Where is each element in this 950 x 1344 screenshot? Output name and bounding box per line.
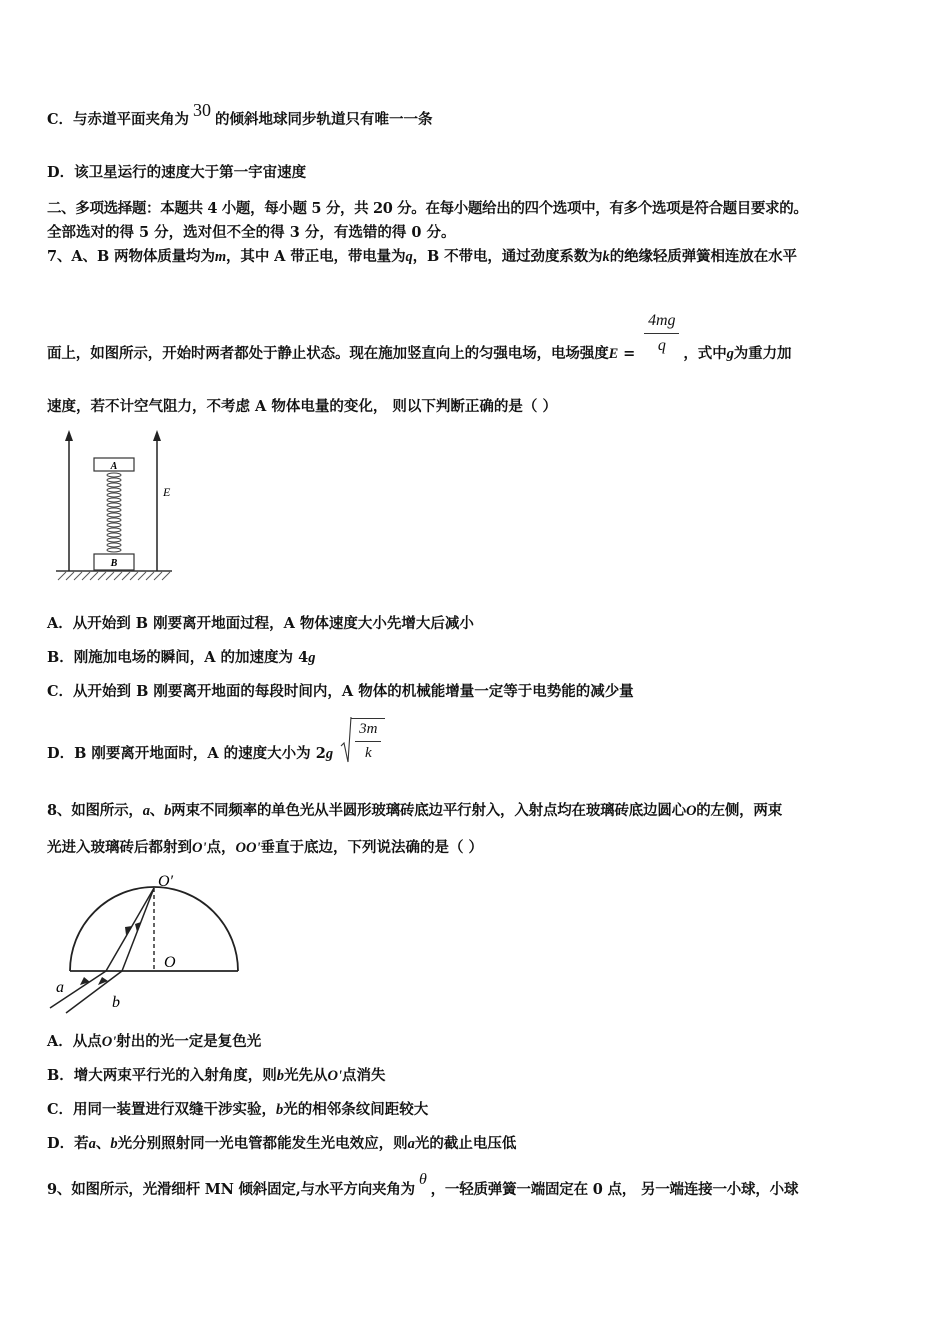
arrow-up-icon [153, 430, 161, 441]
arrow-icon [125, 926, 132, 935]
var-OO-prime: OO' [235, 840, 261, 856]
text: 、 [95, 1135, 111, 1152]
q8-stem-line2 [47, 836, 483, 857]
var-b: b [164, 803, 172, 819]
var-a: a [88, 1136, 96, 1152]
text: ，一轻质弹簧一端固定在 0 点， 另一端连接一小球，小球 [430, 1181, 799, 1198]
q7-option-a: A．从开始到 B 刚要离开地面过程，A 物体速度大小先增大后减小 [47, 615, 474, 632]
label-a: a [56, 979, 64, 996]
q8-option-d [47, 1132, 516, 1153]
fraction-4mg-over-q [644, 312, 679, 355]
arrow-icon [98, 977, 108, 985]
text: A．从点 [47, 1033, 102, 1050]
text: ，其中 A 带正电，带电量为 [226, 248, 406, 265]
label-o: O [164, 954, 176, 971]
q7-stem-line3: 速度，若不计空气阻力，不考虑 A 物体电量的变化， 则以下判断正确的是（ ） [47, 398, 557, 415]
section-instructions: 全部选对的得 5 分，选对但不全的得 3 分，有选错的得 0 分。 [47, 224, 456, 241]
text: 的左侧，两束 [696, 802, 783, 819]
text: B．增大两束平行光的入射角度，则 [47, 1067, 277, 1084]
var-a: a [142, 803, 150, 819]
sqrt-3m-over-k [340, 716, 385, 764]
text: 8、如图所示， [47, 802, 143, 819]
text: 面上，如图所示，开始时两者都处于静止状态。现在施加竖直向上的匀强电场，电场强度 [47, 344, 609, 362]
text: 9、如图所示，光滑细杆 MN 倾斜固定,与水平方向夹角为 [47, 1181, 415, 1198]
text: 、 [149, 802, 165, 819]
text: ，B 不带电，通过劲度系数为 [412, 248, 603, 265]
var-k: k [602, 249, 610, 265]
var-O-prime: O' [192, 840, 207, 856]
sqrt-numerator: 3m [355, 721, 381, 742]
arrow-icon [80, 977, 90, 985]
label-e: E [163, 485, 171, 499]
text: D．若 [47, 1135, 89, 1152]
arrow-up-icon [65, 430, 73, 441]
var-O-prime: O' [101, 1034, 117, 1050]
text: 光的截止电压低 [414, 1135, 517, 1152]
option-text: C．与赤道平面夹角为 [47, 111, 190, 128]
q7-figure [50, 428, 185, 586]
section-heading: 二、多项选择题：本题共 4 小题，每小题 5 分，共 20 分。在每小题给出的四个选项中，有多个选项是符合题目要求的。 [47, 200, 808, 217]
fraction-numerator: 4mg [644, 312, 679, 334]
equals: = [618, 344, 641, 362]
var-E: E [608, 345, 619, 362]
label-a: A [110, 461, 118, 472]
angle-value: 30 [193, 100, 212, 120]
var-m: m [214, 249, 227, 265]
label-o-prime: O′ [158, 873, 174, 890]
q9-stem-line1 [47, 1171, 799, 1199]
var-theta: θ [418, 1171, 427, 1188]
text: ，式中 [683, 344, 727, 362]
q7-option-b [47, 646, 315, 667]
option-text: 的倾斜地球同步轨道只有唯一一条 [215, 111, 433, 128]
label-b: B [110, 558, 118, 569]
text: 为重力加 [733, 344, 792, 362]
text: 垂直于底边，下列说法确的是（ ） [260, 839, 484, 856]
var-q: q [405, 249, 413, 265]
text: 两束不同频率的单色光从半圆形玻璃砖底边平行射入，入射点均在玻璃砖底边圆心 [171, 802, 686, 819]
text: B．刚施加电场的瞬间，A 的加速度为 4 [47, 649, 309, 666]
q7-stem-line2 [47, 308, 792, 362]
text: C．用同一装置进行双缝干涉实验， [47, 1101, 277, 1118]
q8-option-a [47, 1030, 261, 1051]
var-g: g [308, 650, 316, 666]
var-O-prime: O' [327, 1068, 343, 1084]
text: 7、A、B 两物体质量均为 [47, 248, 215, 265]
q8-option-b [47, 1064, 386, 1085]
q7-stem-line1 [47, 245, 797, 266]
text: 射出的光一定是复色光 [116, 1033, 262, 1050]
var-g: g [325, 746, 334, 762]
q-prev-option-d: D．该卫星运行的速度大于第一宇宙速度 [47, 164, 307, 181]
q8-option-c [47, 1098, 428, 1119]
q8-stem-line1 [47, 799, 782, 820]
ray-a-refracted [106, 888, 154, 971]
var-g: g [726, 345, 734, 362]
q7-option-d [47, 716, 385, 764]
var-b: b [276, 1068, 285, 1084]
text: 光的相邻条纹间距较大 [283, 1101, 429, 1118]
text: 点消失 [342, 1067, 386, 1084]
text: 光进入玻璃砖后都射到 [47, 839, 192, 856]
text: 光先从 [284, 1067, 328, 1084]
q7-option-c: C．从开始到 B 刚要离开地面的每段时间内，A 物体的机械能增量一定等于电势能的减少量 [47, 683, 634, 700]
text: 光分别照射同一光电管都能发生光电效应，则 [117, 1135, 408, 1152]
var-a: a [407, 1136, 415, 1152]
var-O: O [685, 803, 697, 819]
sqrt-denominator: k [364, 745, 372, 761]
spring [107, 473, 121, 552]
ground-hatch [58, 572, 170, 580]
q8-figure [46, 868, 241, 1016]
fraction-denominator: q [657, 337, 666, 354]
var-b: b [110, 1136, 118, 1152]
q-prev-option-c [47, 100, 433, 129]
text: 的绝缘轻质弹簧相连放在水平 [609, 248, 797, 265]
text: 点， [206, 839, 236, 856]
text: D．B 刚要离开地面时，A 的速度大小为 2 [47, 745, 326, 762]
label-b: b [112, 994, 120, 1011]
var-b: b [276, 1102, 284, 1118]
